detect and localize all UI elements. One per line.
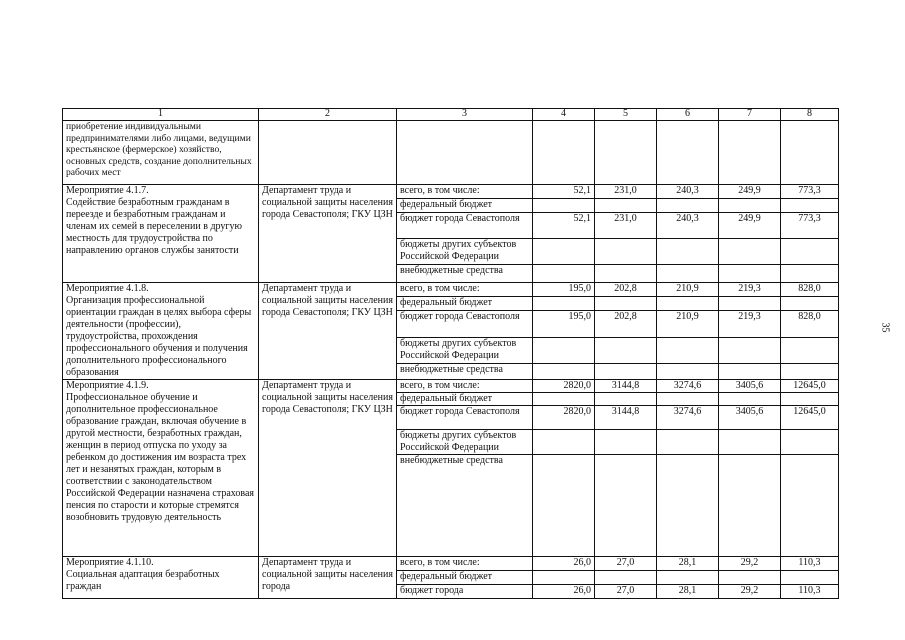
page-number: 35: [879, 322, 891, 333]
value-cell: 219,3: [719, 283, 781, 297]
value-cell: 52,1: [533, 185, 595, 199]
value-cell: [781, 337, 839, 363]
funding-source: внебюджетные средства: [397, 265, 533, 283]
value-cell: 27,0: [595, 585, 657, 599]
value-cell: [719, 363, 781, 379]
executor-cell: Департамент труда и социальной защиты населения города Севастополя; ГКУ ЦЗН: [259, 185, 397, 283]
value-cell: 3405,6: [719, 380, 781, 393]
measure-description: Профессиональное обучение и дополнительное профессиональное образование граждан, включая обучение в другой местности, безработных граждан, женщин в период отпуска по уходу за ребенком до достижения им возраста трех лет и незанятых граждан, которым в соответствии с законодательством Российской Федерации назначена страховая пенсия по старости и которые стремятся возобновить трудовую деятельность: [66, 392, 255, 523]
funding-source: бюджеты других субъектов Российской Федерации: [397, 239, 533, 265]
value-cell: 828,0: [781, 311, 839, 337]
value-cell: 202,8: [595, 283, 657, 297]
value-cell: 202,8: [595, 311, 657, 337]
value-cell: [781, 455, 839, 557]
value-cell: [781, 571, 839, 585]
funding-source: всего, в том числе:: [397, 185, 533, 199]
funding-source: бюджеты других субъектов Российской Федерации: [397, 430, 533, 455]
value-cell: 828,0: [781, 283, 839, 297]
funding-source: внебюджетные средства: [397, 455, 533, 557]
value-cell: 773,3: [781, 213, 839, 239]
value-cell: 195,0: [533, 311, 595, 337]
value-cell: 26,0: [533, 585, 595, 599]
measure-title: Мероприятие 4.1.10.: [66, 557, 154, 568]
value-cell: 52,1: [533, 213, 595, 239]
value-cell: 210,9: [657, 311, 719, 337]
funding-source: всего, в том числе:: [397, 380, 533, 393]
measure-row: [63, 557, 839, 571]
value-cell: [657, 363, 719, 379]
value-cell: [533, 455, 595, 557]
measure-description: Содействие безработным гражданам в переезде и безработным гражданам и членам их семей в переселении в другую местность для трудоустройства по направлению органов службы занятости: [66, 197, 242, 256]
value-cell: [533, 199, 595, 213]
measure-row: [63, 380, 839, 393]
measure-cell: [63, 557, 259, 599]
measure-title: Мероприятие 4.1.8.: [66, 283, 149, 294]
value-cell: 195,0: [533, 283, 595, 297]
value-cell: 3405,6: [719, 406, 781, 430]
value-cell: 28,1: [657, 585, 719, 599]
funding-source: всего, в том числе:: [397, 557, 533, 571]
col-header: 3: [397, 109, 533, 121]
value-cell: [595, 455, 657, 557]
funding-source: бюджет города Севастополя: [397, 213, 533, 239]
value-cell: [781, 393, 839, 406]
value-cell: [595, 393, 657, 406]
value-cell: 3274,6: [657, 406, 719, 430]
funding-source: бюджет города Севастополя: [397, 311, 533, 337]
value-cell: [781, 430, 839, 455]
value-cell: 12645,0: [781, 406, 839, 430]
value-cell: [719, 393, 781, 406]
value-cell: [719, 455, 781, 557]
value-cell: [657, 571, 719, 585]
value-cell: [781, 199, 839, 213]
col-header: 2: [259, 109, 397, 121]
measure-description: Социальная адаптация безработных граждан: [66, 569, 220, 592]
value-cell: 27,0: [595, 557, 657, 571]
value-cell: [595, 337, 657, 363]
value-cell: 12645,0: [781, 380, 839, 393]
value-cell: 2820,0: [533, 380, 595, 393]
value-cell: [719, 430, 781, 455]
measure-description: Организация профессиональной ориентации граждан в целях выбора сферы деятельности (профессии), трудоустройства, прохождения профессионального обучения и получения дополнительного профессионального образования: [66, 295, 252, 378]
funding-source: бюджет города Севастополя: [397, 406, 533, 430]
value-cell: [533, 363, 595, 379]
value-cell: 3274,6: [657, 380, 719, 393]
value-cell: 110,3: [781, 557, 839, 571]
measure-cell: [63, 283, 259, 380]
measure-title: Мероприятие 4.1.7.: [66, 185, 149, 196]
funding-source: бюджет города: [397, 585, 533, 599]
value-cell: 29,2: [719, 557, 781, 571]
funding-source: федеральный бюджет: [397, 571, 533, 585]
col-header: 1: [63, 109, 259, 121]
value-cell: [595, 239, 657, 265]
value-cell: 110,3: [781, 585, 839, 599]
executor-cell: Департамент труда и социальной защиты населения города Севастополя; ГКУ ЦЗН: [259, 283, 397, 380]
value-cell: [657, 297, 719, 311]
funding-source: внебюджетные средства: [397, 363, 533, 379]
value-cell: [595, 297, 657, 311]
funding-source: федеральный бюджет: [397, 199, 533, 213]
value-cell: [595, 363, 657, 379]
measure-row: [63, 185, 839, 199]
value-cell: 29,2: [719, 585, 781, 599]
value-cell: [657, 455, 719, 557]
value-cell: [719, 239, 781, 265]
value-cell: [657, 239, 719, 265]
value-cell: [533, 265, 595, 283]
value-cell: [719, 297, 781, 311]
value-cell: [595, 199, 657, 213]
value-cell: 240,3: [657, 213, 719, 239]
header-row: [63, 109, 839, 121]
value-cell: [595, 571, 657, 585]
measure-title: Мероприятие 4.1.9.: [66, 380, 149, 391]
value-cell: [595, 265, 657, 283]
value-cell: 26,0: [533, 557, 595, 571]
value-cell: 3144,8: [595, 406, 657, 430]
value-cell: 249,9: [719, 213, 781, 239]
value-cell: [657, 393, 719, 406]
value-cell: 231,0: [595, 185, 657, 199]
value-cell: [533, 430, 595, 455]
value-cell: [533, 337, 595, 363]
value-cell: [657, 199, 719, 213]
value-cell: 249,9: [719, 185, 781, 199]
measure-cell: [63, 185, 259, 283]
funding-source: всего, в том числе:: [397, 283, 533, 297]
value-cell: [719, 337, 781, 363]
value-cell: [533, 571, 595, 585]
value-cell: [719, 265, 781, 283]
col-header: 8: [781, 109, 839, 121]
value-cell: 28,1: [657, 557, 719, 571]
funding-source: федеральный бюджет: [397, 393, 533, 406]
value-cell: 210,9: [657, 283, 719, 297]
value-cell: [719, 571, 781, 585]
value-cell: [781, 265, 839, 283]
executor-cell: Департамент труда и социальной защиты населения города: [259, 557, 397, 599]
value-cell: 219,3: [719, 311, 781, 337]
value-cell: [533, 297, 595, 311]
col-header: 6: [657, 109, 719, 121]
measure-description: приобретение индивидуальными предпринимателями либо лицами, ведущими крестьянское (фермерское) хозяйство, основных средств, создание дополнительных рабочих мест: [63, 121, 259, 185]
value-cell: [657, 265, 719, 283]
value-cell: 231,0: [595, 213, 657, 239]
value-cell: [781, 239, 839, 265]
value-cell: [533, 393, 595, 406]
value-cell: [781, 363, 839, 379]
value-cell: [719, 199, 781, 213]
col-header: 7: [719, 109, 781, 121]
value-cell: 2820,0: [533, 406, 595, 430]
value-cell: [657, 430, 719, 455]
value-cell: 240,3: [657, 185, 719, 199]
value-cell: [533, 239, 595, 265]
value-cell: [595, 430, 657, 455]
executor-cell: Департамент труда и социальной защиты населения города Севастополя; ГКУ ЦЗН: [259, 380, 397, 557]
measure-cell: [63, 380, 259, 557]
funding-source: федеральный бюджет: [397, 297, 533, 311]
col-header: 5: [595, 109, 657, 121]
program-table: [62, 108, 839, 599]
funding-source: бюджеты других субъектов Российской Федерации: [397, 337, 533, 363]
measure-row: [63, 283, 839, 297]
value-cell: [781, 297, 839, 311]
continuation-row: [63, 121, 839, 185]
col-header: 4: [533, 109, 595, 121]
value-cell: 773,3: [781, 185, 839, 199]
value-cell: 3144,8: [595, 380, 657, 393]
value-cell: [657, 337, 719, 363]
